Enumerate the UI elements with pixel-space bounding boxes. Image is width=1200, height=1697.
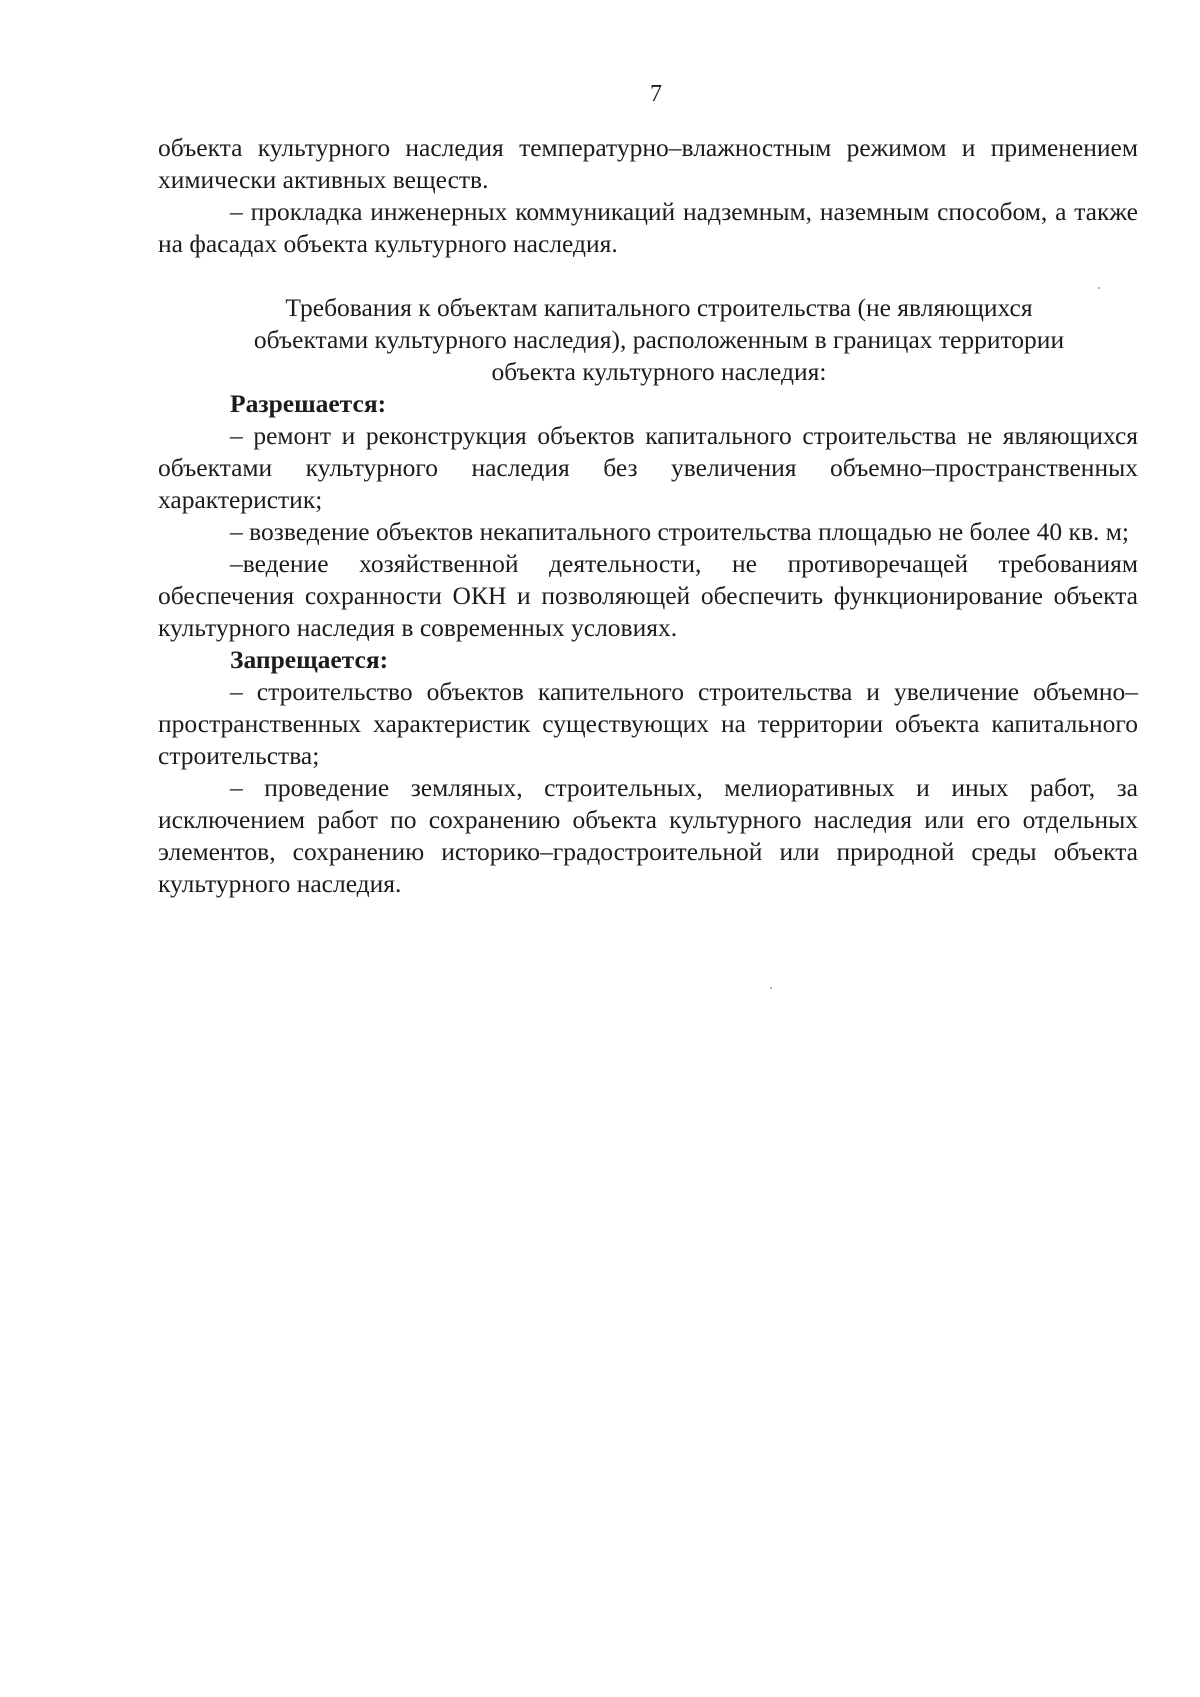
scan-speck <box>1098 287 1100 289</box>
allowed-item: – возведение объектов некапитального строительства площадью не более 40 кв. м; <box>230 517 1129 546</box>
paragraph-continuation: объекта культурного наследия температурно–влажностным режимом и применением химически активных веществ. <box>158 133 1138 194</box>
document-body <box>158 132 1138 900</box>
section-heading-line-1: Требования к объектам капитального строительства (не являющихся <box>285 293 1033 322</box>
page-number: 7 <box>650 81 662 107</box>
forbidden-item: – строительство объектов капительного строительства и увеличение объемно–пространственных характеристик существующих на территории объекта капитального строительства; <box>158 677 1138 770</box>
allowed-item: –ведение хозяйственной деятельности, не противоречащей требованиям обеспечения сохранности ОКН и позволяющей обеспечить функционирование объекта культурного наследия в современных условиях. <box>158 549 1138 642</box>
paragraph-engineering-communications: – прокладка инженерных коммуникаций надземным, наземным способом, а также на фасадах объекта культурного наследия. <box>158 197 1138 258</box>
forbidden-item: – проведение земляных, строительных, мелиоративных и иных работ, за исключением работ по сохранению объекта культурного наследия или его отдельных элементов, сохранению историко–градостроительной или природной среды объекта культурного наследия. <box>158 773 1138 898</box>
section-heading-line-3: объекта культурного наследия: <box>491 357 827 386</box>
allowed-heading: Разрешается: <box>230 389 387 418</box>
allowed-item: – ремонт и реконструкция объектов капитального строительства не являющихся объектами культурного наследия без увеличения объемно–пространственных характеристик; <box>158 421 1138 514</box>
scan-speck <box>770 987 772 989</box>
section-heading-line-2: объектами культурного наследия), расположенным в границах территории <box>253 325 1065 354</box>
forbidden-heading: Запрещается: <box>230 645 389 674</box>
section-heading <box>180 292 1138 388</box>
